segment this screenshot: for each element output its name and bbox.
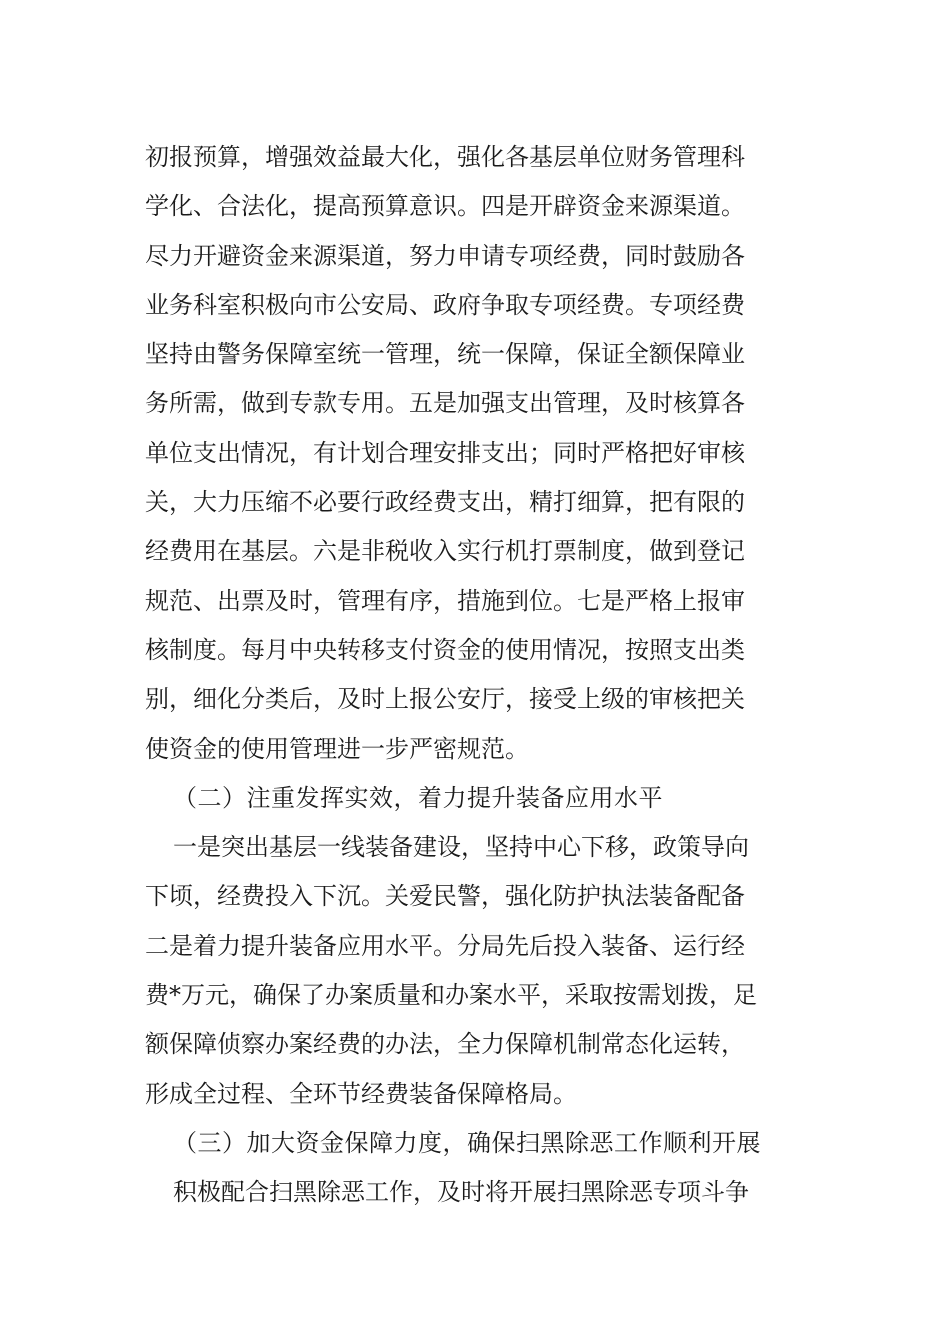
paragraph-line: 经费用在基层。六是非税收入实行机打票制度，做到登记 xyxy=(145,537,745,566)
paragraph-line: 下顷，经费投入下沉。关爱民警，强化防护执法装备配备 xyxy=(145,882,745,911)
paragraph-line: 别，细化分类后，及时上报公安厅，接受上级的审核把关 xyxy=(145,685,745,714)
paragraph-line: 初报预算，增强效益最大化，强化各基层单位财务管理科 xyxy=(145,143,745,171)
paragraph-line: 额保障侦察办案经费的办法，全力保障机制常态化运转， xyxy=(145,1030,745,1059)
paragraph-line: 务所需，做到专款专用。五是加强支出管理，及时核算各 xyxy=(145,389,745,418)
paragraph-line: 业务科室积极向市公安局、政府争取专项经费。专项经费 xyxy=(145,290,745,319)
document-body xyxy=(145,133,815,1218)
paragraph-line: 积极配合扫黑除恶工作，及时将开展扫黑除恶专项斗争 xyxy=(173,1178,749,1207)
paragraph-line: 关，大力压缩不必要行政经费支出，精打细算，把有限的 xyxy=(145,488,745,517)
paragraph-line: 使资金的使用管理进一步严密规范。 xyxy=(145,734,529,763)
paragraph-line: 费*万元，确保了办案质量和办案水平，采取按需划拨，足 xyxy=(145,981,757,1010)
paragraph-line: 形成全过程、全环节经费装备保障格局。 xyxy=(145,1079,577,1108)
section-heading: （二）注重发挥实效，着力提升装备应用水平 xyxy=(173,783,663,812)
paragraph-line: 二是着力提升装备应用水平。分局先后投入装备、运行经 xyxy=(145,931,745,960)
section-heading: （三）加大资金保障力度，确保扫黑除恶工作顺利开展 xyxy=(173,1128,761,1157)
paragraph-line: 规范、出票及时，管理有序，措施到位。七是严格上报审 xyxy=(145,586,745,615)
paragraph-line: 学化、合法化，提高预算意识。四是开辟资金来源渠道。 xyxy=(145,192,745,221)
paragraph-line: 尽力开避资金来源渠道，努力申请专项经费，同时鼓励各 xyxy=(145,241,745,270)
paragraph-line: 一是突出基层一线装备建设，坚持中心下移，政策导向 xyxy=(173,833,749,862)
paragraph-line: 坚持由警务保障室统一管理，统一保障，保证全额保障业 xyxy=(145,340,745,369)
paragraph-line: 单位支出情况，有计划合理安排支出；同时严格把好审核 xyxy=(145,438,745,467)
paragraph-line: 核制度。每月中央转移支付资金的使用情况，按照支出类 xyxy=(145,635,745,664)
